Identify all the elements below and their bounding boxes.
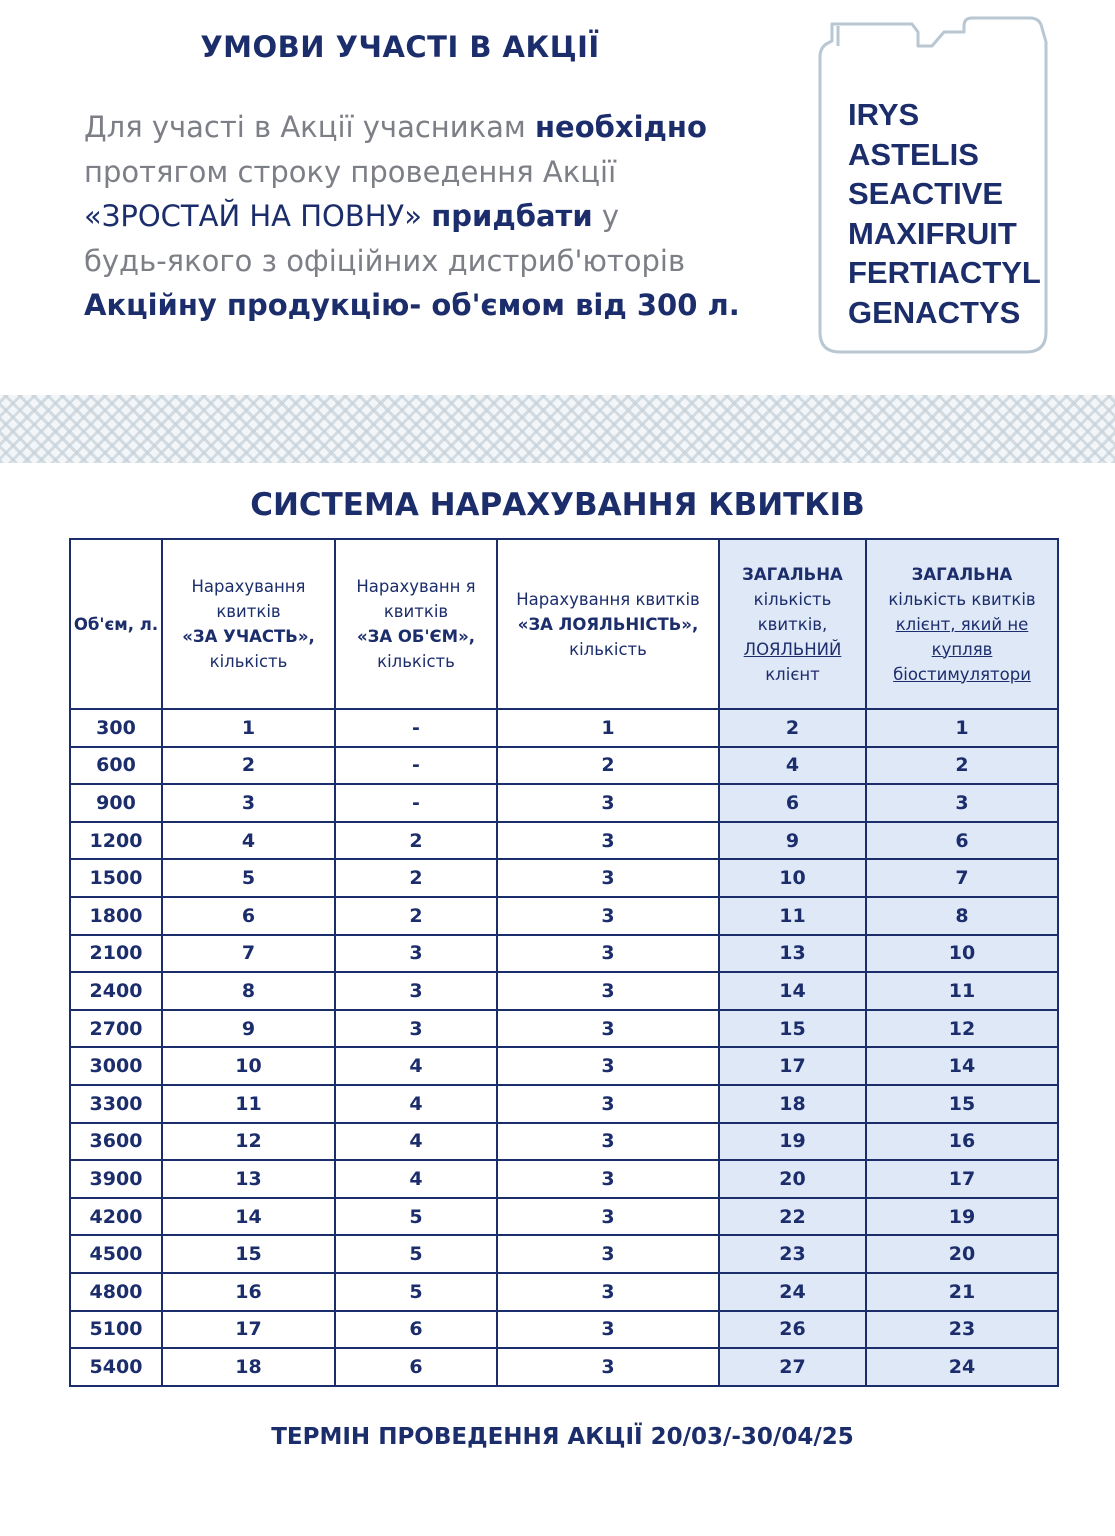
cell-total-loyal: 20 [719,1160,866,1198]
cell-volume-bonus: 3 [335,935,497,973]
cell-loyalty: 3 [497,972,719,1010]
table-row [70,747,1058,785]
cell-participation: 17 [162,1311,335,1349]
product-name: GENACTYS [848,294,1021,330]
intro-line-5: Акційну продукцію- об'ємом від 300 л. [84,288,740,322]
cell-volume: 3600 [70,1123,162,1161]
cell-participation: 12 [162,1123,335,1161]
table-row [70,1348,1058,1386]
cell-volume: 900 [70,784,162,822]
cell-volume: 2400 [70,972,162,1010]
cell-volume: 3300 [70,1085,162,1123]
cell-total-other: 2 [866,747,1058,785]
product-name: ASTELIS [848,136,979,172]
table-row [70,1198,1058,1236]
cell-total-other: 19 [866,1198,1058,1236]
cell-volume-bonus: 6 [335,1311,497,1349]
cell-participation: 18 [162,1348,335,1386]
cell-volume-bonus: - [335,747,497,785]
table-row [70,1311,1058,1349]
cell-volume: 1500 [70,859,162,897]
table-row [70,1047,1058,1085]
table-title: СИСТЕМА НАРАХУВАННЯ КВИТКІВ [250,487,865,523]
cell-total-loyal: 6 [719,784,866,822]
product-list [848,95,1048,332]
cell-participation: 7 [162,935,335,973]
cell-total-loyal: 19 [719,1123,866,1161]
cell-total-loyal: 17 [719,1047,866,1085]
cell-total-other: 14 [866,1047,1058,1085]
table-row [70,859,1058,897]
intro-line-3: «ЗРОСТАЙ НА ПОВНУ» придбати у [84,199,620,233]
cell-volume: 4200 [70,1198,162,1236]
table-row [70,822,1058,860]
table-row [70,972,1058,1010]
cell-total-other: 1 [866,709,1058,747]
cell-volume-bonus: 5 [335,1273,497,1311]
cell-total-other: 23 [866,1311,1058,1349]
cell-total-other: 16 [866,1123,1058,1161]
cell-volume-bonus: 4 [335,1123,497,1161]
cell-total-other: 21 [866,1273,1058,1311]
cell-loyalty: 3 [497,1311,719,1349]
cell-total-loyal: 15 [719,1010,866,1048]
header-participation: Нарахування квитків «ЗА УЧАСТЬ», кількість [162,539,335,709]
table-row [70,1123,1058,1161]
cell-total-other: 15 [866,1085,1058,1123]
product-name: MAXIFRUIT [848,215,1017,251]
cell-total-other: 24 [866,1348,1058,1386]
cell-volume-bonus: - [335,784,497,822]
cell-total-loyal: 13 [719,935,866,973]
table-row [70,1085,1058,1123]
cell-total-loyal: 24 [719,1273,866,1311]
cell-total-other: 3 [866,784,1058,822]
cell-participation: 3 [162,784,335,822]
decorative-pattern-band [0,395,1115,463]
cell-participation: 13 [162,1160,335,1198]
cell-participation: 9 [162,1010,335,1048]
cell-total-loyal: 2 [719,709,866,747]
cell-loyalty: 1 [497,709,719,747]
cell-total-loyal: 4 [719,747,866,785]
tickets-table [69,538,1059,1387]
table-row [70,1235,1058,1273]
header-volume-bonus: Нарахуванн я квитків «ЗА ОБ'ЄМ», кількість [335,539,497,709]
table-body [70,709,1058,1386]
cell-total-other: 6 [866,822,1058,860]
cell-participation: 6 [162,897,335,935]
table-header-row [70,539,1058,709]
cell-total-loyal: 14 [719,972,866,1010]
intro-paragraph [84,105,804,328]
cell-volume-bonus: 6 [335,1348,497,1386]
cell-total-other: 10 [866,935,1058,973]
cell-loyalty: 3 [497,1235,719,1273]
cell-volume: 2100 [70,935,162,973]
intro-line-1: Для участі в Акції учасникам необхідно [84,110,707,144]
cell-participation: 10 [162,1047,335,1085]
cell-volume-bonus: 4 [335,1160,497,1198]
cell-total-loyal: 27 [719,1348,866,1386]
cell-loyalty: 3 [497,1047,719,1085]
cell-participation: 8 [162,972,335,1010]
header-loyalty: Нарахування квитків «ЗА ЛОЯЛЬНІСТЬ», кількість [497,539,719,709]
cell-volume-bonus: 3 [335,1010,497,1048]
cell-volume-bonus: 3 [335,972,497,1010]
cell-loyalty: 3 [497,1348,719,1386]
cell-total-other: 11 [866,972,1058,1010]
intro-line-2: протягом строку проведення Акції [84,154,617,189]
cell-volume-bonus: - [335,709,497,747]
cell-loyalty: 3 [497,1123,719,1161]
table-row [70,897,1058,935]
cell-loyalty: 2 [497,747,719,785]
intro-line-4: будь-якого з офіційних дистриб'юторів [84,243,686,278]
cell-loyalty: 3 [497,935,719,973]
cell-loyalty: 3 [497,1273,719,1311]
header-total-loyal: ЗАГАЛЬНА кількість квитків, ЛОЯЛЬНИЙ клієнт [719,539,866,709]
cell-volume-bonus: 5 [335,1198,497,1236]
table-row [70,1010,1058,1048]
table-row [70,935,1058,973]
cell-total-loyal: 18 [719,1085,866,1123]
page-title: УМОВИ УЧАСТІ В АКЦІЇ [200,30,600,64]
cell-total-loyal: 11 [719,897,866,935]
cell-participation: 5 [162,859,335,897]
cell-volume-bonus: 5 [335,1235,497,1273]
cell-volume: 4800 [70,1273,162,1311]
cell-loyalty: 3 [497,1198,719,1236]
cell-loyalty: 3 [497,1085,719,1123]
cell-participation: 2 [162,747,335,785]
cell-volume-bonus: 2 [335,897,497,935]
table-row [70,1160,1058,1198]
header-total-other: ЗАГАЛЬНА кількість квитків клієнт, який не купляв біостимулятори [866,539,1058,709]
cell-loyalty: 3 [497,859,719,897]
cell-loyalty: 3 [497,1160,719,1198]
cell-total-other: 8 [866,897,1058,935]
cell-total-other: 12 [866,1010,1058,1048]
cell-total-loyal: 9 [719,822,866,860]
cell-total-other: 20 [866,1235,1058,1273]
cell-volume-bonus: 2 [335,822,497,860]
cell-participation: 14 [162,1198,335,1236]
cell-participation: 4 [162,822,335,860]
product-name: FERTIACTYL [848,255,1041,290]
cell-volume-bonus: 2 [335,859,497,897]
header-volume: Об'єм, л. [70,539,162,709]
cell-total-loyal: 26 [719,1311,866,1349]
cell-loyalty: 3 [497,897,719,935]
table-row [70,709,1058,747]
cell-participation: 15 [162,1235,335,1273]
table-row [70,784,1058,822]
product-name: IRYS [848,97,920,132]
cell-participation: 11 [162,1085,335,1123]
cell-volume-bonus: 4 [335,1047,497,1085]
cell-volume: 5400 [70,1348,162,1386]
cell-loyalty: 3 [497,822,719,860]
cell-volume: 5100 [70,1311,162,1349]
cell-volume: 3900 [70,1160,162,1198]
promo-term: ТЕРМІН ПРОВЕДЕННЯ АКЦІЇ 20/03/-30/04/25 [271,1424,854,1450]
cell-volume: 1200 [70,822,162,860]
cell-volume: 1800 [70,897,162,935]
cell-volume: 300 [70,709,162,747]
cell-volume-bonus: 4 [335,1085,497,1123]
cell-volume: 2700 [70,1010,162,1048]
cell-loyalty: 3 [497,784,719,822]
table-row [70,1273,1058,1311]
cell-participation: 1 [162,709,335,747]
cell-total-other: 17 [866,1160,1058,1198]
cell-total-loyal: 10 [719,859,866,897]
cell-total-loyal: 22 [719,1198,866,1236]
cell-total-other: 7 [866,859,1058,897]
product-name: SEACTIVE [848,176,1004,211]
cell-volume: 600 [70,747,162,785]
cell-participation: 16 [162,1273,335,1311]
cell-volume: 4500 [70,1235,162,1273]
cell-volume: 3000 [70,1047,162,1085]
cell-total-loyal: 23 [719,1235,866,1273]
cell-loyalty: 3 [497,1010,719,1048]
